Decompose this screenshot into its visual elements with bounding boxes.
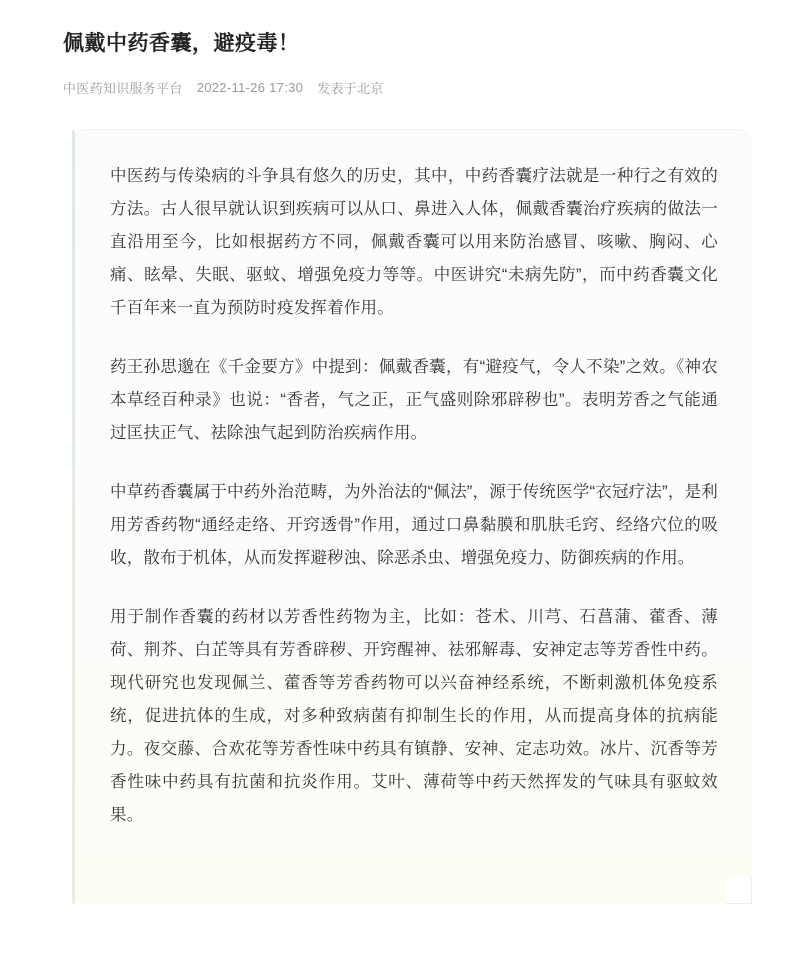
meta-location: 发表于北京 — [317, 80, 384, 96]
article-meta — [63, 78, 770, 97]
page-title: 佩戴中药香囊，避疫毒！ — [63, 32, 300, 55]
article-paragraph: 药王孙思邈在《千金要方》中提到：佩戴香囊，有“避疫气，令人不染”之效。《神农本草经百种录》也说：“香者，气之正，正气盛则除邪辟秽也”。表明芳香之气能通过匡扶正气、祛除浊气起到防治疾病作用。 — [110, 357, 718, 442]
article-paragraph: 中草药香囊属于中药外治范畴，为外治法的“佩法”，源于传统医学“衣冠疗法”，是利用芳香药物“通经走络、开窍透骨”作用，通过口鼻黏膜和肌肤毛窍、经络穴位的吸收，散布于机体，从而发挥避秽浊、除恶杀虫、增强免疫力、防御疾病的作用。 — [110, 482, 718, 567]
article-body-card — [72, 129, 752, 904]
article-paragraph: 中医药与传染病的斗争具有悠久的历史，其中，中药香囊疗法就是一种行之有效的方法。古人很早就认识到疾病可以从口、鼻进入人体，佩戴香囊治疗疾病的做法一直沿用至今，比如根据药方不同，佩戴香囊可以用来防治感冒、咳嗽、胸闷、心痛、眩晕、失眠、驱蚊、增强免疫力等等。中医讲究“未病先防”，而中药香囊文化千百年来一直为预防时疫发挥着作用。 — [110, 166, 718, 317]
meta-source[interactable]: 中医药知识服务平台 — [63, 80, 183, 96]
meta-datetime: 2022-11-26 17:30 — [196, 79, 304, 95]
article-paragraph: 用于制作香囊的药材以芳香性药物为主，比如：苍术、川芎、石菖蒲、藿香、薄荷、荆芥、白芷等具有芳香辟秽、开窍醒神、祛邪解毒、安神定志等芳香性中药。 现代研究也发现佩兰、藿香等芳香药物可以兴奋神经系统，不断刺激机体免疫系统，促进抗体的生成，对多种致病菌有抑制生长的作用，从而提高身体的抗病能力。夜交藤、合欢花等芳香性味中药具有镇静、安神、定志功效。冰片、沉香等芳香性味中药具有抗菌和抗炎作用。艾叶、薄荷等中药天然挥发的气味具有驱蚊效果。 — [110, 607, 718, 824]
card-corner-fold — [726, 878, 752, 904]
